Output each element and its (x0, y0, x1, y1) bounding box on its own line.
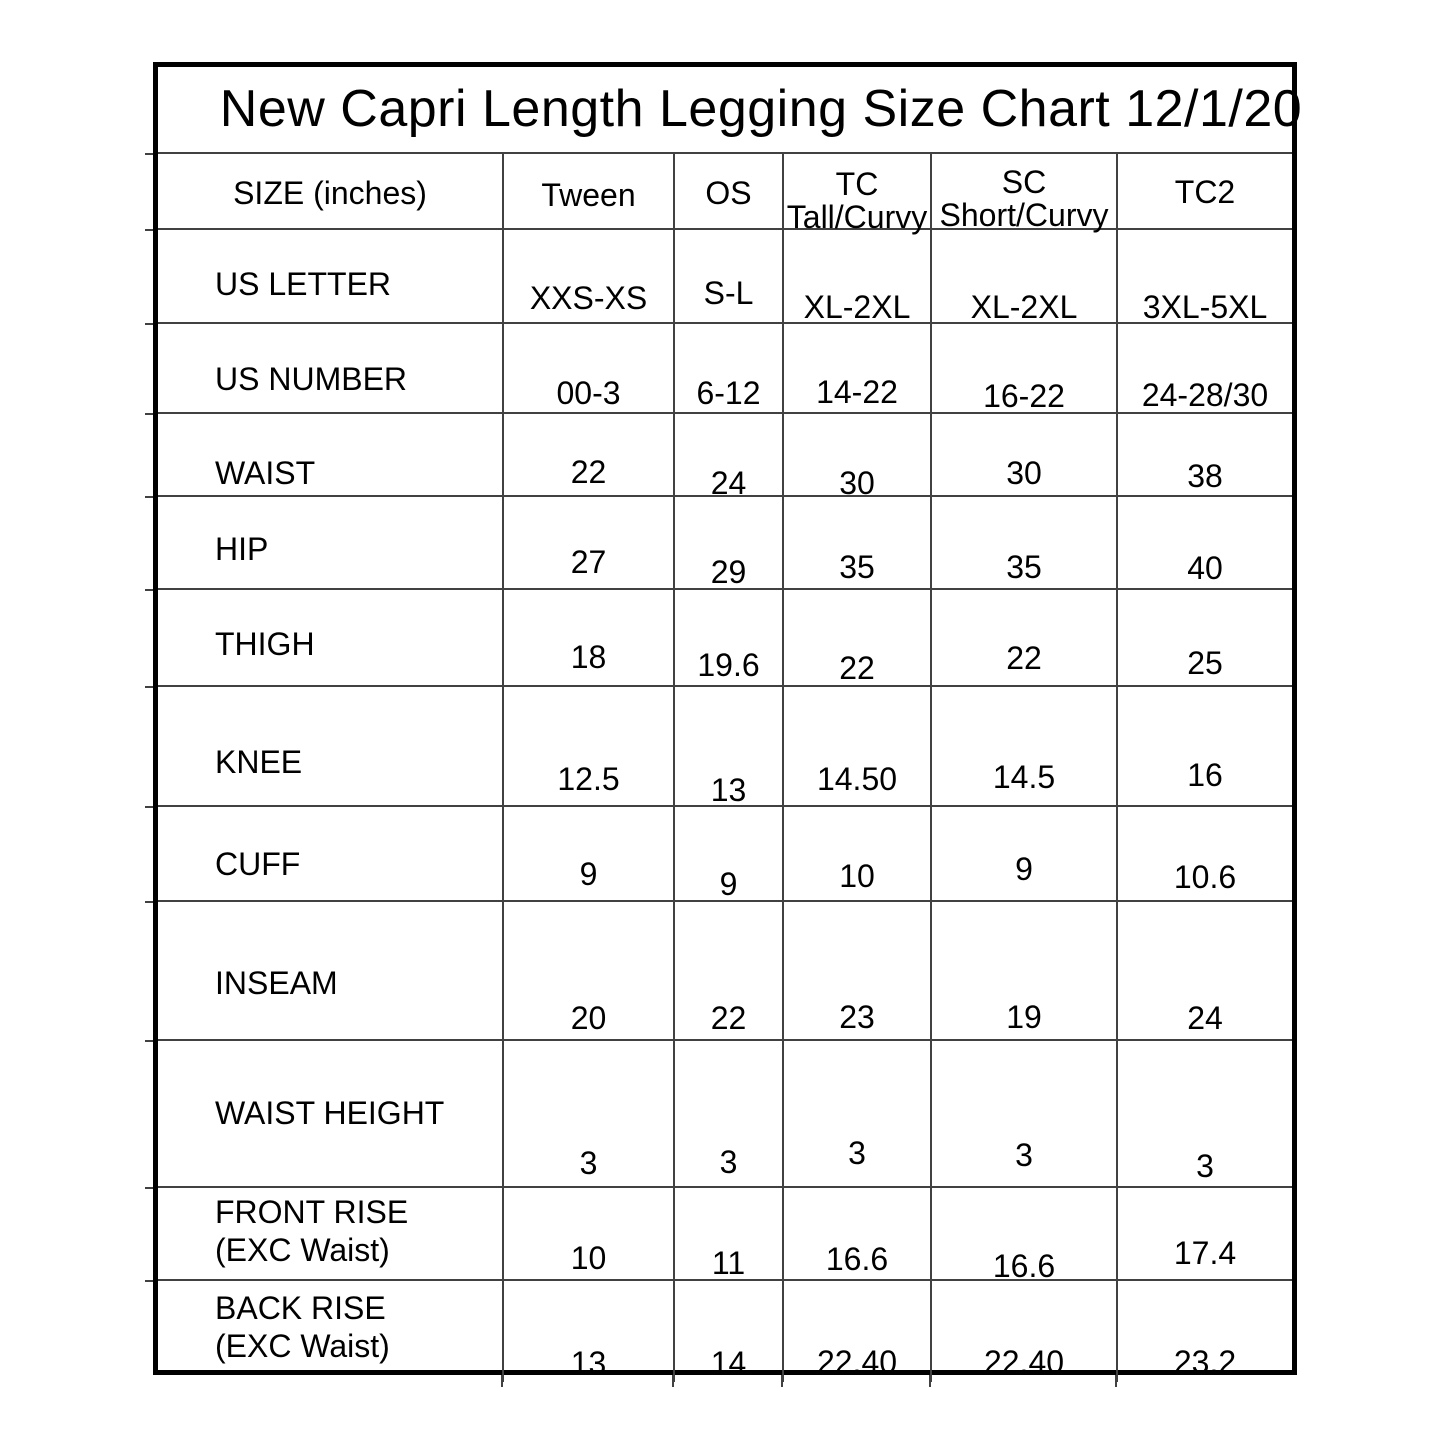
value-cell: 9 (675, 807, 784, 902)
value-cell: 22.40 (932, 1281, 1118, 1382)
value-cell: 20 (504, 902, 675, 1041)
row-label-inseam: INSEAM (158, 902, 504, 1041)
row-label-hip: HIP (158, 497, 504, 590)
row-label-front-rise (158, 1188, 504, 1281)
row-label-waist-height: WAIST HEIGHT (158, 1041, 504, 1188)
col-header-tc (784, 154, 932, 235)
value-cell: 22 (932, 590, 1118, 687)
size-chart-grid (158, 154, 1292, 1381)
value-cell: 22 (784, 590, 932, 687)
value-cell: 35 (932, 497, 1118, 590)
value-cell: 27 (504, 497, 675, 590)
value-cell: 13 (675, 687, 784, 807)
gridline-stub (145, 323, 153, 325)
row-label-front-rise-line1: FRONT RISE (215, 1194, 409, 1230)
gridline-stub (145, 806, 153, 808)
value-cell: 35 (784, 497, 932, 590)
value-cell: 00-3 (504, 324, 675, 414)
gridline-stub (781, 1375, 783, 1387)
value-cell: 25 (1118, 590, 1292, 687)
col-header-sc-abbr: SC (1001, 164, 1047, 200)
gridline-stub (145, 1187, 153, 1189)
value-cell: 29 (675, 497, 784, 590)
value-cell: 13 (504, 1281, 675, 1382)
value-cell: XL-2XL (784, 230, 932, 324)
value-cell: 30 (932, 414, 1118, 497)
col-header-sc (932, 154, 1118, 233)
col-header-os: OS (675, 154, 784, 230)
value-cell: S-L (675, 230, 784, 324)
row-label-back-rise (158, 1281, 504, 1382)
col-header-tween: Tween (504, 154, 675, 230)
value-cell: 22 (675, 902, 784, 1041)
gridline-stub (929, 1375, 931, 1387)
value-cell: 14.50 (784, 687, 932, 807)
value-cell: 19 (932, 902, 1118, 1041)
value-cell: 23 (784, 902, 932, 1041)
size-chart-table (153, 62, 1303, 1381)
gridline-stub (145, 496, 153, 498)
row-label-thigh: THIGH (158, 590, 504, 687)
row-label-us-number: US NUMBER (158, 324, 504, 414)
value-cell: XL-2XL (932, 230, 1118, 324)
value-cell: 9 (932, 807, 1118, 902)
gridline-stub (145, 1040, 153, 1042)
gridline-stub (145, 589, 153, 591)
col-header-tc2: TC2 (1118, 154, 1292, 230)
row-label-knee: KNEE (158, 687, 504, 807)
value-cell: 16.6 (784, 1188, 932, 1281)
row-label-front-rise-line2: (EXC Waist) (215, 1232, 390, 1268)
value-cell: 16.6 (932, 1188, 1118, 1281)
value-cell: 23.2 (1173, 1344, 1237, 1380)
gridline-stub (145, 901, 153, 903)
col-header-tc-full: Tall/Curvy (786, 199, 928, 235)
row-label-cuff: CUFF (158, 807, 504, 902)
value-cell: 3 (1118, 1041, 1292, 1188)
value-cell: 10 (504, 1188, 675, 1281)
gridline-stub (145, 1280, 153, 1282)
value-cell: 3 (932, 1041, 1118, 1188)
value-cell: 14.5 (932, 687, 1118, 807)
value-cell: 22 (504, 414, 675, 497)
value-cell: 19.6 (675, 590, 784, 687)
value-cell: 16-22 (932, 324, 1118, 414)
title-row (158, 67, 1303, 154)
value-cell: 24 (675, 414, 784, 497)
value-cell: 22.40 (784, 1281, 932, 1382)
row-label-back-rise-line2: (EXC Waist) (215, 1328, 390, 1364)
gridline-stub (1115, 1375, 1117, 1387)
row-label-waist: WAIST (158, 414, 504, 497)
gridline-stub (145, 153, 153, 155)
gridline-stub (501, 1375, 503, 1387)
gridline-stub (145, 686, 153, 688)
gridline-stub (145, 229, 153, 231)
value-cell: 3 (504, 1041, 675, 1188)
value-cell: 9 (504, 807, 675, 902)
value-cell: 3 (784, 1041, 932, 1188)
value-cell: 24-28/30 (1118, 324, 1292, 414)
value-cell: 3 (675, 1041, 784, 1188)
row-label-us-letter: US LETTER (158, 230, 504, 324)
value-cell: 40 (1118, 497, 1292, 590)
value-cell: 3XL-5XL (1118, 230, 1292, 324)
gridline-stub (145, 413, 153, 415)
value-cell: 24 (1118, 902, 1292, 1041)
value-cell: 14-22 (784, 324, 932, 414)
value-cell: 18 (504, 590, 675, 687)
gridline-stub (672, 1375, 674, 1387)
value-cell: 10.6 (1118, 807, 1292, 902)
value-cell: 10 (784, 807, 932, 902)
col-header-tc-abbr: TC (835, 166, 879, 202)
value-cell: 17.4 (1118, 1188, 1292, 1281)
value-cell: 6-12 (675, 324, 784, 414)
value-cell: 12.5 (504, 687, 675, 807)
col-header-sc-full: Short/Curvy (939, 197, 1109, 233)
row-label-back-rise-line1: BACK RISE (215, 1290, 386, 1326)
value-cell: 16 (1118, 687, 1292, 807)
value-cell: XXS-XS (504, 230, 675, 324)
value-cell: 11 (675, 1188, 784, 1281)
value-cell: 38 (1118, 414, 1292, 497)
value-cell: 30 (784, 414, 932, 497)
col-header-size: SIZE (inches) (158, 154, 504, 230)
value-cell: 14 (675, 1281, 784, 1382)
chart-title: New Capri Length Legging Size Chart 12/1/20 (219, 80, 1303, 138)
